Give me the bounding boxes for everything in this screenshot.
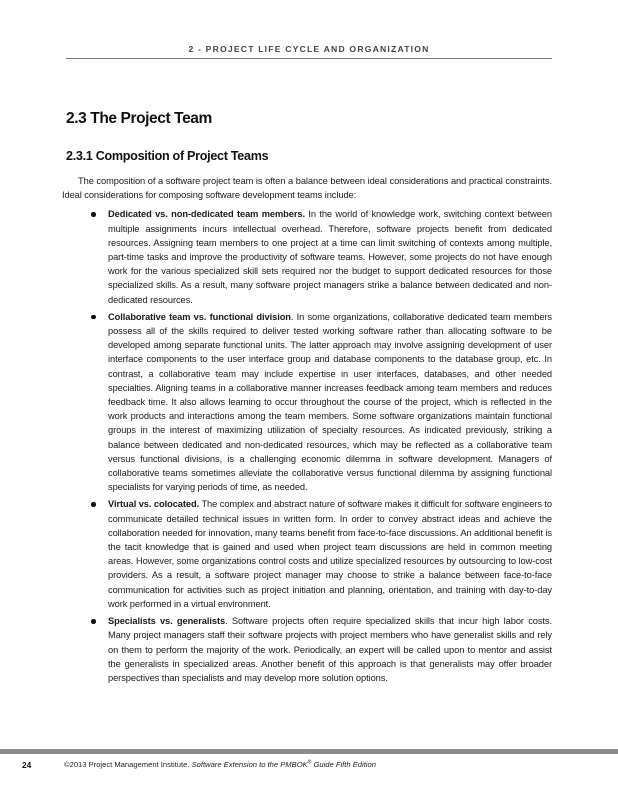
list-item-title: Collaborative team vs. functional division <box>108 311 291 322</box>
intro-paragraph: The composition of a software project team is often a balance between ideal considerations and practical constraints. Ideal considerations for composing software development teams include: <box>62 176 552 201</box>
list-item-collaborative <box>108 310 552 495</box>
page-content <box>62 108 553 688</box>
list-item-text: In the world of knowledge work, switching context between multiple assignments incurs intellectual overhead. Therefore, software projects benefit from dedicated resources. Assigning team members to one project at a time can limit switching of contexts among multiple, part-time tasks and improve the productivity of software teams. However, some projects do not have enough work for the various specialized skill sets required nor the budget to support dedicated resources for those specialized skills. As a result, many software project managers strike a balance between dedicated and non-dedicated resources. <box>108 209 552 305</box>
list-item-title: Dedicated vs. non-dedicated team members. <box>108 209 305 220</box>
list-item-title: Specialists vs. generalists <box>108 616 226 627</box>
list-item-virtual <box>108 497 552 611</box>
book-title <box>192 760 376 769</box>
section-title: 2.3 The Project Team <box>66 110 212 127</box>
registered-mark: ® <box>307 759 312 766</box>
bullet-icon <box>91 315 96 320</box>
list-item-title: Virtual vs. colocated. <box>108 499 200 510</box>
bullet-icon <box>91 619 96 624</box>
book-edition-text: Guide Fifth Edition <box>311 760 376 769</box>
list-item-specialists <box>108 614 552 685</box>
running-header: 2 - PROJECT LIFE CYCLE AND ORGANIZATION <box>188 44 430 54</box>
subsection-title: 2.3.1 Composition of Project Teams <box>66 149 269 163</box>
list-item-dedicated <box>108 207 552 306</box>
bullet-icon <box>91 502 96 507</box>
bullet-icon <box>91 212 96 217</box>
footer-bar <box>0 749 618 754</box>
considerations-list <box>66 207 552 685</box>
page-number: 24 <box>22 760 32 770</box>
list-item-text: The complex and abstract nature of software makes it difficult for software engineers to communicate detailed technical issues in written form. In order to convey abstract ideas and achieve the collaboration needed for innovation, many teams benefit from face-to-face discussions. An additional benefit is the tacit knowledge that is gained and used when project team discussions are held in common meeting areas. However, some organizations control costs and utilize specialized resources by outsourcing to low-cost providers. As a result, a software project manager may choose to strike a balance between face-to-face communication for activities such as project initiation and planning, orientation, and training with day-to-day work performed in a virtual environment. <box>108 499 553 609</box>
list-item-text: . Software projects often require specialized skills that incur high labor costs. Many project managers staff their software projects with project members who have generalist skills and rely on them to perform the majority of the work. Periodically, an expert will be called upon to mentor and assist the generalists in specialized areas. Another benefit of this approach is that generalists may offer broader perspectives than specialists and may develop more solution options. <box>108 616 552 683</box>
header-divider <box>66 58 552 59</box>
footer-copyright <box>64 760 376 769</box>
copyright-text: ©2013 Project Management Institute. <box>64 760 192 769</box>
book-title-text: Software Extension to the PMBOK <box>191 760 308 769</box>
list-item-text: . In some organizations, collaborative dedicated team members possess all of the skills required to deliver tested working software rather than allocating software to be developed among separate functional units. The latter approach may involve assigning development of user interface components to the user interface group and database components to the database group, etc. In contrast, a collaborative team may include expertise in user interfaces, databases, and other needed specialties. Aligning teams in a collaborative manner increases feedback among team members and reduces feedback time. It also allows learning to occur throughout the course of the project, which is reflected in the work products and interactions among the team members. Some software organizations maintain functional groups in the interest of maximizing utilization of specialty resources. As indicated previously, striking a balance between dedicated and non-dedicated resources, which may be reflected as a collaborative team versus functional divisions, is a challenging economic dilemma in software development. Managers of collaborative teams sometimes alleviate the collaborative versus functional dilemma by assigning functional specialists for varying periods of time, as needed. <box>108 311 552 493</box>
